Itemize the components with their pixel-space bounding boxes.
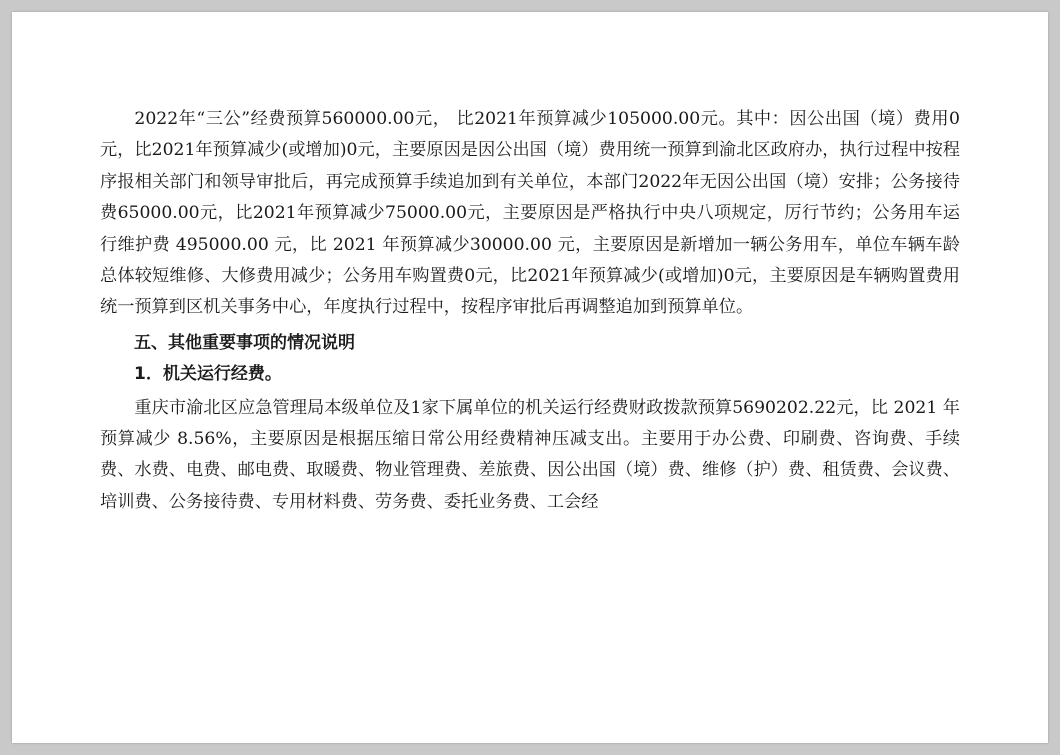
document-body [100, 104, 960, 518]
paragraph-operating-expenses: 重庆市渝北区应急管理局本级单位及1家下属单位的机关运行经费财政拨款预算5690202.22元，比 2021 年预算减少 8.56%，主要原因是根据压缩日常公用经费精神压减支出。主要用于办公费、印刷费、咨询费、手续费、水费、电费、邮电费、取暖费、物业管理费、差旅费、因公出国（境）费、维修（护）费、租赁费、会议费、培训费、公务接待费、专用材料费、劳务费、委托业务费、工会经 [100, 397, 960, 512]
subheading-operating-expenses: 1．机关运行经费。 [134, 364, 282, 385]
paragraph-sangong-budget: 2022年“三公”经费预算560000.00元， 比2021年预算减少105000.00元。其中：因公出国（境）费用0元，比2021年预算减少(或增加)0元，主要原因是因公出国（境）费用统一预算到渝北区政府办，执行过程中按程序报相关部门和领导审批后，再完成预算手续追加到有关单位，本部门2022年无因公出国（境）安排；公务接待费65000.00元，比2021年预算减少75000.00元，主要原因是严格执行中央八项规定，厉行节约；公务用车运行维护费 495000.00 元，比 2021 年预算减少30000.00 元，主要原因是新增加一辆公务用车，单位车辆车龄总体较短维修、大修费用减少；公务用车购置费0元，比2021年预算减少(或增加)0元，主要原因是车辆购置费用统一预算到区机关事务中心，年度执行过程中，按程序审批后再调整追加到预算单位。 [100, 109, 960, 318]
section-heading-other-matters: 五、其他重要事项的情况说明 [134, 332, 355, 353]
document-page [12, 12, 1048, 743]
